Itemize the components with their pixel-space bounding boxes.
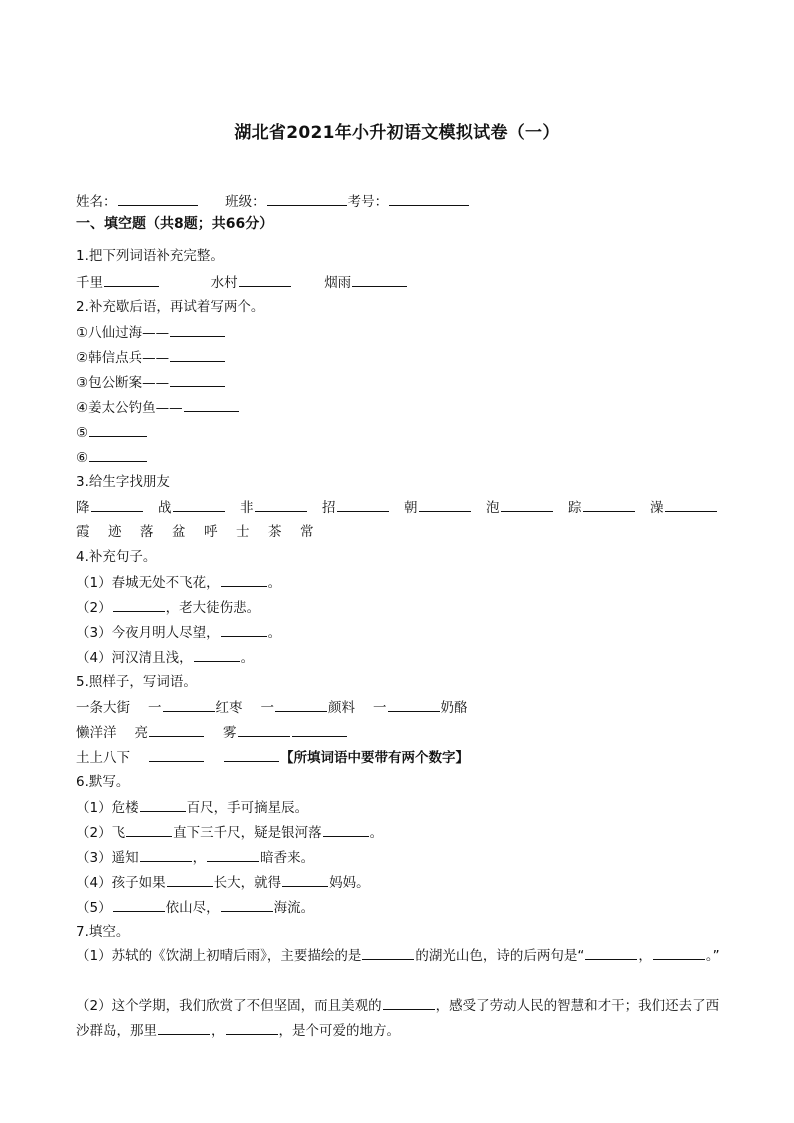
q6-blank[interactable] <box>140 797 186 812</box>
q1-blank-2[interactable] <box>239 272 291 287</box>
q5-hint: 【所填词语中要带有两个数字】 <box>280 750 469 766</box>
q3-char: 泡 <box>486 500 500 516</box>
q3-char-row <box>76 497 724 518</box>
q7-blank[interactable] <box>653 945 705 960</box>
class-blank[interactable] <box>267 191 347 206</box>
q3-option: 茶 <box>268 524 282 540</box>
q4-text: （1）春城无处不飞花， <box>76 575 220 591</box>
q3-option: 常 <box>300 524 314 540</box>
q2-item-4 <box>76 397 724 418</box>
q2-label-1: ①八仙过海—— <box>76 325 170 341</box>
q3-blank[interactable] <box>419 497 471 512</box>
q6-text: 海流。 <box>273 900 315 916</box>
q2-blank-6[interactable] <box>89 447 147 462</box>
q6-blank[interactable] <box>167 872 213 887</box>
class-label: 班级： <box>225 194 266 210</box>
q7-text: 。” <box>705 948 720 964</box>
q2-label-5: ⑤ <box>76 425 89 441</box>
q5-text: 一条大街 <box>76 700 130 716</box>
q4-text: （4）河汉清且浅， <box>76 650 193 666</box>
q7-blank[interactable] <box>158 1020 210 1035</box>
q4-text: 。 <box>240 650 255 666</box>
q5-stem: 5.照样子，写词语。 <box>76 674 197 690</box>
q1-word-1: 千里 <box>76 275 103 291</box>
q2-item-5 <box>76 422 724 443</box>
q4-line-3 <box>76 622 724 643</box>
q7-text: ，是个可爱的地方。 <box>278 1023 400 1039</box>
q6-text: （2）飞 <box>76 825 126 841</box>
q6-text: ， <box>192 850 207 866</box>
q1-blank-3[interactable] <box>352 272 407 287</box>
q7-text: （1）苏轼的《饮湖上初晴后雨》，主要描绘的是 <box>76 948 362 964</box>
q4-text: ，老大徒伤悲。 <box>165 600 261 616</box>
q6-line-2 <box>76 822 724 843</box>
q5-blank[interactable] <box>238 722 290 737</box>
q6-stem: 6.默写。 <box>76 774 130 790</box>
q7-text: （2）这个学期，我们欣赏了不但坚固，而且美观的 <box>76 998 382 1014</box>
q7-para-2 <box>76 994 724 1044</box>
q5-text: 一 <box>373 700 387 716</box>
q4-text: （3）今夜月明人尽望， <box>76 625 220 641</box>
q7-text: ，感受了劳动人民的智慧和才干；我们还去了西沙群岛，那里 <box>76 998 720 1039</box>
q7-blank[interactable] <box>362 945 414 960</box>
q3-pair-6 <box>486 497 568 518</box>
q1-word-3: 烟雨 <box>324 275 352 291</box>
q6-blank[interactable] <box>207 847 259 862</box>
q5-row-2 <box>76 722 724 743</box>
q4-blank-2[interactable] <box>113 597 165 612</box>
q5-blank[interactable] <box>388 697 440 712</box>
q6-text: 妈妈。 <box>329 875 370 891</box>
q6-text: 百尺，手可摘星辰。 <box>186 800 309 816</box>
q4-text: 。 <box>267 625 282 641</box>
q1-stem: 1.把下列词语补充完整。 <box>76 248 224 264</box>
q2-blank-3[interactable] <box>170 372 225 387</box>
q5-text: 雾 <box>223 725 237 741</box>
q3-option: 呼 <box>204 524 218 540</box>
q4-line-4 <box>76 647 724 668</box>
q2-item-1 <box>76 322 724 343</box>
q3-option: 迹 <box>108 524 122 540</box>
q7-blank[interactable] <box>226 1020 278 1035</box>
q6-blank[interactable] <box>282 872 328 887</box>
q6-line-1 <box>76 797 724 818</box>
q6-line-3 <box>76 847 724 868</box>
q3-blank[interactable] <box>665 497 717 512</box>
q6-line-4 <box>76 872 724 893</box>
q2-stem: 2.补充歇后语，再试着写两个。 <box>76 299 265 315</box>
q3-char: 澡 <box>650 500 664 516</box>
q5-text: 一 <box>148 700 162 716</box>
q3-pair-7 <box>568 497 650 518</box>
q5-blank[interactable] <box>149 747 204 762</box>
q6-text: （3）遥知 <box>76 850 139 866</box>
q4-text: （2） <box>76 600 112 616</box>
q3-pair-3 <box>240 497 322 518</box>
q6-text: 。 <box>369 825 384 841</box>
q3-blank[interactable] <box>255 497 307 512</box>
q4-stem: 4.补充句子。 <box>76 549 157 565</box>
q5-blank[interactable] <box>224 747 279 762</box>
q2-item-3 <box>76 372 724 393</box>
q6-text: （4）孩子如果 <box>76 875 166 891</box>
q2-item-6 <box>76 447 724 468</box>
q6-text: 长大，就得 <box>213 875 282 891</box>
q4-line-1 <box>76 572 724 593</box>
name-label: 姓名： <box>76 194 117 210</box>
q7-blank[interactable] <box>383 995 435 1010</box>
name-blank[interactable] <box>118 191 198 206</box>
q2-item-2 <box>76 347 724 368</box>
q7-blank[interactable] <box>585 945 637 960</box>
q2-label-2: ②韩信点兵—— <box>76 350 170 366</box>
q7-para-1 <box>76 944 724 969</box>
q2-blank-1[interactable] <box>170 322 225 337</box>
q5-text: 亮 <box>134 725 148 741</box>
q5-row-3 <box>76 747 724 768</box>
q2-blank-2[interactable] <box>170 347 225 362</box>
q5-text: 红枣 <box>215 700 243 716</box>
q3-blank[interactable] <box>337 497 389 512</box>
q6-text: （1）危楼 <box>76 800 139 816</box>
q7-text: ， <box>638 948 652 964</box>
q3-char: 踪 <box>568 500 582 516</box>
q4-line-2 <box>76 597 724 618</box>
q3-option-row <box>76 522 724 542</box>
q6-blank[interactable] <box>323 822 369 837</box>
q6-text: 直下三千尺，疑是银河落 <box>173 825 322 841</box>
q5-blank[interactable] <box>292 722 347 737</box>
q4-text: 。 <box>267 575 282 591</box>
id-blank[interactable] <box>389 191 469 206</box>
q2-blank-5[interactable] <box>89 422 147 437</box>
q3-pair-1 <box>76 497 158 518</box>
q6-blank[interactable] <box>140 847 192 862</box>
id-label: 考号： <box>347 194 389 210</box>
q3-char: 朝 <box>404 500 418 516</box>
q6-line-5 <box>76 897 724 918</box>
q3-char: 降 <box>76 500 90 516</box>
q5-text: 奶酪 <box>440 700 468 716</box>
q3-blank[interactable] <box>91 497 143 512</box>
q2-label-3: ③包公断案—— <box>76 375 170 391</box>
q6-text: 依山尽， <box>165 900 220 916</box>
q3-blank[interactable] <box>173 497 225 512</box>
q5-text: 懒洋洋 <box>76 725 117 741</box>
q6-text: 暗香来。 <box>260 850 315 866</box>
q3-char: 战 <box>158 500 172 516</box>
student-info-row <box>76 191 724 212</box>
q7-text: 的湖光山色，诗的后两句是“ <box>415 948 585 964</box>
q3-pair-8 <box>650 497 732 518</box>
q5-blank[interactable] <box>163 697 215 712</box>
q3-pair-5 <box>404 497 486 518</box>
q6-text: （5） <box>76 900 112 916</box>
q1-word-2: 水村 <box>210 275 238 291</box>
q2-blank-4[interactable] <box>184 397 239 412</box>
q3-option: 士 <box>236 524 250 540</box>
q4-blank-1[interactable] <box>221 572 267 587</box>
q6-blank[interactable] <box>126 822 172 837</box>
section-heading: 一、填空题（共8题；共66分） <box>76 216 274 232</box>
q5-text: 土上八下 <box>76 750 130 766</box>
q3-blank[interactable] <box>501 497 553 512</box>
q4-blank-4[interactable] <box>194 647 240 662</box>
q5-text: 一 <box>260 700 274 716</box>
q5-row-1 <box>76 697 724 718</box>
q7-text: ， <box>211 1023 225 1039</box>
q5-blank[interactable] <box>149 722 204 737</box>
q5-text: 颜料 <box>328 700 355 716</box>
q1-blank-1[interactable] <box>104 272 159 287</box>
q3-stem: 3.给生字找朋友 <box>76 474 170 490</box>
q7-stem: 7.填空。 <box>76 924 130 940</box>
q2-label-6: ⑥ <box>76 450 89 466</box>
q3-char: 招 <box>322 500 336 516</box>
q2-label-4: ④姜太公钓鱼—— <box>76 400 183 416</box>
q5-blank[interactable] <box>275 697 327 712</box>
q3-option: 落 <box>140 524 154 540</box>
q6-blank[interactable] <box>113 897 165 912</box>
q3-pair-2 <box>158 497 240 518</box>
q3-char: 非 <box>240 500 254 516</box>
exam-title: 湖北省2021年小升初语文模拟试卷（一） <box>234 123 560 143</box>
q3-pair-4 <box>322 497 404 518</box>
q4-blank-3[interactable] <box>221 622 267 637</box>
q3-option: 霞 <box>76 524 90 540</box>
q3-blank[interactable] <box>583 497 635 512</box>
q6-blank[interactable] <box>221 897 273 912</box>
q3-option: 盆 <box>172 524 186 540</box>
q1-answers <box>76 272 724 293</box>
